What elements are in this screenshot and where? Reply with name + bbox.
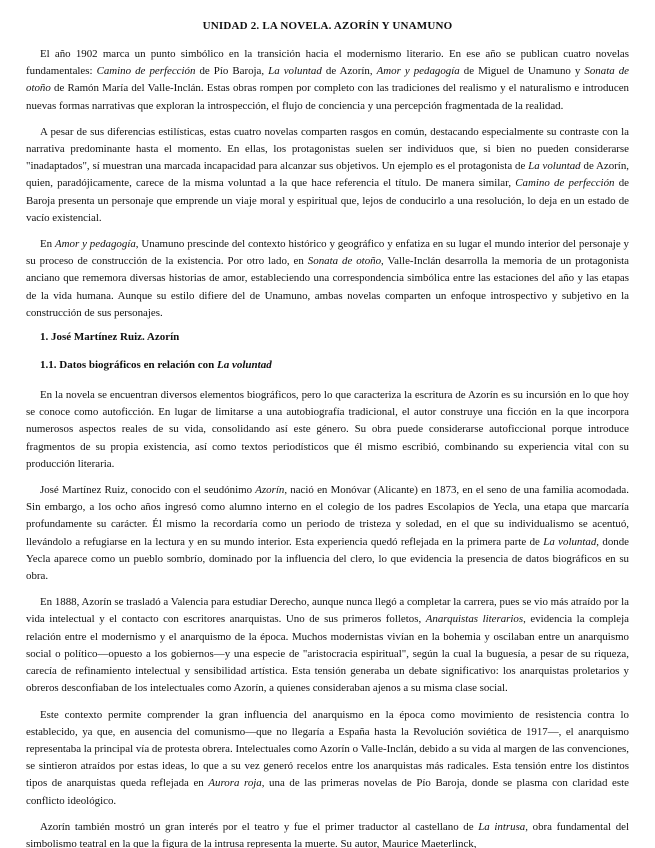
paragraph-valencia: En 1888, Azorín se trasladó a Valencia para estudiar Derecho, aunque nunca llegó a completar la carrera, pues se vio más atraído por la vida intelectual y el contacto con escritores anarquistas. Uno de sus primeros folletos, Anarquistas literarios, evidencia la compleja relación entre el modernismo y el anarquismo de la época. Muchos modernistas vivían en la bohemia y oscilaban entre un anarquismo social o político—opuesto a los gobiernos—y una especie de "aristocracia espiritual", según la cual la buguesía, a pesar de su riqueza, carecía de refinamiento intelectual y sensibilidad artística. Esta tensión generaba un debate significativo: los anarquistas proletarios y obreros desconfiaban de los intelectuales como Azorín, a quienes consideraban ajenos a su misma clase social. xyxy=(26,596,629,695)
subsection-heading-biography: 1.1. Datos biográficos en relación con La voluntad xyxy=(40,359,272,372)
paragraph-intro: El año 1902 marca un punto simbólico en la transición hacia el modernismo literario. En ese año se publican cuatro novelas fundamentales: Camino de perfección de Pío Baroja, La voluntad de Azorín, Amor y pedagogía de Miguel de Unamuno y Sonata de otoño de Ramón María del Valle-Inclán. Estas obras rompen por completo con las tradiciones del realismo y el naturalismo e introducen nuevas formas narrativas que exploran la introspección, el flujo de conciencia y una percepción fragmentada de la realidad. xyxy=(26,48,629,112)
paragraph-common-traits: A pesar de sus diferencias estilísticas, estas cuatro novelas comparten rasgos en común, destacando especialmente su contraste con la narrativa predominante hasta el momento. En ellas, los protagonistas suelen ser individuos que, si bien no pueden considerarse "inadaptados", sí muestran una marcada incapacidad para alcanzar sus objetivos. Un ejemplo es el protagonista de La voluntad de Azorín, quien, paradójicamente, carece de la misma voluntad a la que hace referencia el título. De manera similar, Camino de perfección de Baroja presenta un personaje que emprende un viaje moral y espiritual que, lejos de conducirlo a una resolución, lo deja en un estado de vacío existencial. xyxy=(26,125,629,224)
section-heading-azorin: 1. José Martínez Ruiz. Azorín xyxy=(40,331,180,344)
paragraph-unamuno-valle: En Amor y pedagogía, Unamuno prescinde del contexto histórico y geográfico y enfatiza en su lugar el mundo interior del personaje y su proceso de construcción de la existencia. Por otro lado, en Sonata de otoño, Valle-Inclán desarrolla la memoria de un protagonista anciano que rememora diversas historias de amor, estableciendo una correspondencia simbólica entre las estaciones del año y las etapas de la vida humana. Aunque su estilo difiere del de Unamuno, ambas novelas comparten un enfoque introspectivo y subjetivo en la construcción de sus personajes. xyxy=(26,238,629,319)
paragraph-early-life: José Martínez Ruiz, conocido con el seudónimo Azorín, nació en Monóvar (Alicante) en 1873, en el seno de una familia acomodada. Sin embargo, a los ocho años ingresó como alumno interno en el colegio de los padres Escolapios de Yecla, una etapa que marcaría profundamente su carácter. Él mismo la recordaría como un periodo de tristeza y soledad, en el que su individualismo se acentuó, llevándolo a refugiarse en la lectura y en su mundo interior. Esta experiencia quedó reflejada en la primera parte de La voluntad, donde Yecla aparece como un pueblo sombrío, dominado por la influencia del clero, lo que evidencia la presencia de datos biográficos en su obra. xyxy=(26,484,630,583)
paragraph-theatre: Azorín también mostró un gran interés por el teatro y fue el primer traductor al castellano de La intrusa, obra fundamental del simbolismo teatral en la que la figura de la intrusa representa la muerte. Su autor, Maurice Maeterlinck, xyxy=(26,820,629,848)
page-title: UNIDAD 2. LA NOVELA. AZORÍN Y UNAMUNO xyxy=(202,20,453,32)
paragraph-anarchism: Este contexto permite comprender la gran influencia del anarquismo en la época como movimiento de resistencia contra lo establecido, ya que, en ausencia del comunismo—que no llegaría a España hasta la Revolución soviética de 1917—, el anarquismo representaba la principal vía de protesta obrera. Intelectuales como Azorín o Valle-Inclán, debido a su vida al margen de las convenciones, se sintieron atraídos por estas ideas, lo que a su vez generó recelos entre los anarquistas más radicales. Esta tensión entre los distintos tipos de anarquistas queda reflejada en Aurora roja, una de las primeras novelas de Pío Baroja, donde se plasma con claridad este conflicto ideológico. xyxy=(26,708,629,807)
paragraph-autofiction: En la novela se encuentran diversos elementos biográficos, pero lo que caracteriza la escritura de Azorín es su incursión en lo que hoy se conoce como autoficción. En lugar de limitarse a una autobiografía tradicional, el autor construye una ficción en la que incorpora numerosos aspectos reales de su vida, consolidando así este género. Su obra puede considerarse autoficcional porque introduce fragmentos de su propia existencia, así como textos periodísticos que él mismo escribió, combinando su experiencia vital con su producción literaria. xyxy=(26,389,629,470)
